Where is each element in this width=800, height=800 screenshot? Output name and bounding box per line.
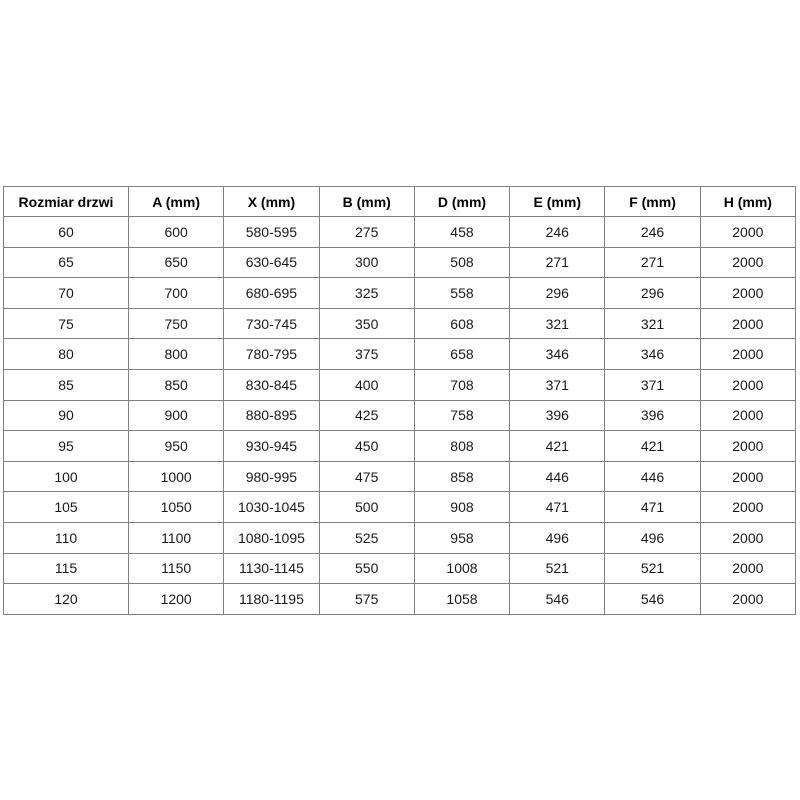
table-cell: 730-745 [224, 308, 319, 339]
table-cell: 2000 [700, 217, 795, 248]
column-header-6: F (mm) [605, 187, 700, 217]
table-cell: 1180-1195 [224, 584, 319, 615]
table-row [4, 400, 796, 431]
table-cell: 100 [4, 461, 129, 492]
table-cell: 421 [510, 431, 605, 462]
table-cell: 90 [4, 400, 129, 431]
table-cell: 550 [319, 553, 414, 584]
table-cell: 958 [414, 522, 509, 553]
table-cell: 950 [129, 431, 224, 462]
table-cell: 700 [129, 278, 224, 309]
table-cell: 2000 [700, 400, 795, 431]
table-cell: 575 [319, 584, 414, 615]
table-cell: 521 [510, 553, 605, 584]
table-cell: 325 [319, 278, 414, 309]
table-cell: 650 [129, 247, 224, 278]
table-cell: 350 [319, 308, 414, 339]
table-cell: 65 [4, 247, 129, 278]
table-cell: 446 [605, 461, 700, 492]
table-cell: 80 [4, 339, 129, 370]
table-cell: 496 [510, 522, 605, 553]
table-cell: 1030-1045 [224, 492, 319, 523]
table-cell: 1058 [414, 584, 509, 615]
table-cell: 2000 [700, 339, 795, 370]
table-cell: 680-695 [224, 278, 319, 309]
table-row [4, 522, 796, 553]
table-row [4, 431, 796, 462]
table-cell: 110 [4, 522, 129, 553]
table-cell: 1100 [129, 522, 224, 553]
table-cell: 1008 [414, 553, 509, 584]
table-cell: 450 [319, 431, 414, 462]
column-header-7: H (mm) [700, 187, 795, 217]
table-body [4, 217, 796, 615]
table-cell: 115 [4, 553, 129, 584]
table-cell: 375 [319, 339, 414, 370]
table-cell: 75 [4, 308, 129, 339]
table-cell: 458 [414, 217, 509, 248]
table-cell: 658 [414, 339, 509, 370]
table-cell: 425 [319, 400, 414, 431]
table-cell: 496 [605, 522, 700, 553]
table-cell: 900 [129, 400, 224, 431]
table-cell: 70 [4, 278, 129, 309]
table-cell: 120 [4, 584, 129, 615]
table-cell: 400 [319, 369, 414, 400]
table-cell: 2000 [700, 522, 795, 553]
column-header-2: X (mm) [224, 187, 319, 217]
table-cell: 95 [4, 431, 129, 462]
table-cell: 2000 [700, 553, 795, 584]
table-row [4, 308, 796, 339]
table-cell: 546 [510, 584, 605, 615]
table-cell: 275 [319, 217, 414, 248]
table-cell: 780-795 [224, 339, 319, 370]
column-header-1: A (mm) [129, 187, 224, 217]
table-cell: 600 [129, 217, 224, 248]
table-cell: 471 [510, 492, 605, 523]
table-cell: 246 [605, 217, 700, 248]
table-cell: 1050 [129, 492, 224, 523]
table-cell: 321 [605, 308, 700, 339]
table-row [4, 278, 796, 309]
table-cell: 546 [605, 584, 700, 615]
table-cell: 2000 [700, 461, 795, 492]
table-cell: 800 [129, 339, 224, 370]
table-cell: 521 [605, 553, 700, 584]
table-cell: 1000 [129, 461, 224, 492]
table-cell: 630-645 [224, 247, 319, 278]
table-row [4, 217, 796, 248]
table-row [4, 247, 796, 278]
table-row [4, 369, 796, 400]
door-size-table-wrap [3, 186, 796, 615]
table-cell: 1080-1095 [224, 522, 319, 553]
table-cell: 850 [129, 369, 224, 400]
door-size-table [3, 186, 796, 615]
table-cell: 2000 [700, 492, 795, 523]
table-cell: 371 [605, 369, 700, 400]
table-cell: 608 [414, 308, 509, 339]
table-cell: 525 [319, 522, 414, 553]
table-cell: 371 [510, 369, 605, 400]
table-cell: 60 [4, 217, 129, 248]
table-cell: 1130-1145 [224, 553, 319, 584]
table-cell: 880-895 [224, 400, 319, 431]
column-header-4: D (mm) [414, 187, 509, 217]
table-cell: 830-845 [224, 369, 319, 400]
table-cell: 1150 [129, 553, 224, 584]
table-cell: 908 [414, 492, 509, 523]
table-cell: 500 [319, 492, 414, 523]
table-cell: 2000 [700, 431, 795, 462]
table-cell: 396 [510, 400, 605, 431]
table-cell: 296 [510, 278, 605, 309]
table-cell: 421 [605, 431, 700, 462]
table-cell: 471 [605, 492, 700, 523]
table-cell: 346 [510, 339, 605, 370]
table-cell: 808 [414, 431, 509, 462]
table-cell: 2000 [700, 308, 795, 339]
table-cell: 580-595 [224, 217, 319, 248]
table-cell: 1200 [129, 584, 224, 615]
table-cell: 105 [4, 492, 129, 523]
table-cell: 750 [129, 308, 224, 339]
table-cell: 396 [605, 400, 700, 431]
column-header-3: B (mm) [319, 187, 414, 217]
table-row [4, 492, 796, 523]
table-cell: 85 [4, 369, 129, 400]
table-header [4, 187, 796, 217]
table-row [4, 584, 796, 615]
table-cell: 300 [319, 247, 414, 278]
table-row [4, 339, 796, 370]
table-header-row [4, 187, 796, 217]
column-header-5: E (mm) [510, 187, 605, 217]
table-cell: 346 [605, 339, 700, 370]
table-cell: 296 [605, 278, 700, 309]
table-cell: 271 [510, 247, 605, 278]
table-cell: 2000 [700, 278, 795, 309]
table-cell: 758 [414, 400, 509, 431]
table-cell: 446 [510, 461, 605, 492]
table-cell: 2000 [700, 247, 795, 278]
table-cell: 558 [414, 278, 509, 309]
table-cell: 2000 [700, 584, 795, 615]
table-cell: 271 [605, 247, 700, 278]
table-row [4, 461, 796, 492]
table-cell: 858 [414, 461, 509, 492]
table-row [4, 553, 796, 584]
table-cell: 321 [510, 308, 605, 339]
table-cell: 246 [510, 217, 605, 248]
table-cell: 508 [414, 247, 509, 278]
table-cell: 708 [414, 369, 509, 400]
column-header-0: Rozmiar drzwi [4, 187, 129, 217]
table-cell: 2000 [700, 369, 795, 400]
table-cell: 980-995 [224, 461, 319, 492]
table-cell: 475 [319, 461, 414, 492]
table-cell: 930-945 [224, 431, 319, 462]
